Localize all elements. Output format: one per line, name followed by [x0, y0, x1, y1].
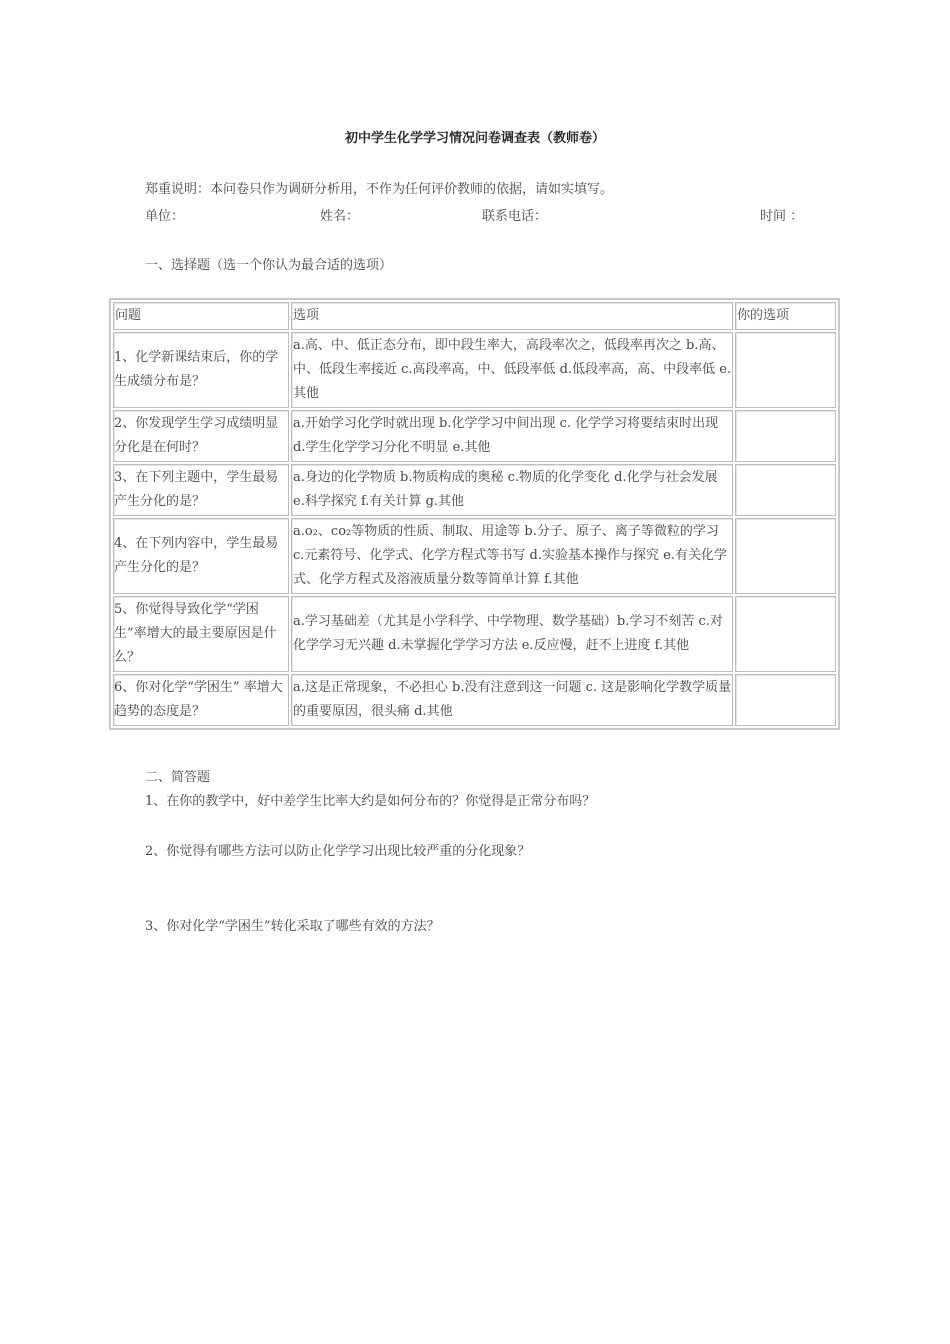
short-answer-3: 3、你对化学“学困生”转化采取了哪些有效的方法？: [145, 919, 440, 934]
disclaimer-note: 郑重说明：本问卷只作为调研分析用，不作为任何评价教师的依据，请如实填写。: [145, 182, 614, 197]
table-header-row: [113, 302, 836, 330]
answer-cell[interactable]: [735, 464, 836, 516]
answer-cell[interactable]: [735, 410, 836, 462]
options-cell: a.高、中、低正态分布，即中段生率大，高段率次之，低段率再次之 b.高、中、低段生率接近 c.高段率高，中、低段率低 d.低段率高，高、中段率低 e.其他: [291, 332, 733, 408]
short-answer-1: 1、在你的教学中，好中差学生比率大约是如何分布的？你觉得是正常分布吗？: [145, 794, 596, 809]
table-row: [113, 332, 836, 408]
options-cell: a.开始学习化学时就出现 b.化学学习中间出现 c. 化学学习将要结束时出现 d.学生化学学习分化不明显 e.其他: [291, 410, 733, 462]
header-options: 选项: [291, 302, 733, 330]
table-row: [113, 596, 836, 672]
table-row: [113, 518, 836, 594]
field-unit: 单位：: [145, 209, 185, 224]
question-cell: 4、在下列内容中，学生最易产生分化的是？: [113, 518, 289, 594]
field-time: 时间 ：: [760, 209, 804, 224]
table-row: [113, 674, 836, 726]
question-cell: 3、在下列主题中，学生最易产生分化的是？: [113, 464, 289, 516]
table-row: [113, 464, 836, 516]
question-cell: 6、你对化学“学困生” 率增大趋势的态度是？: [113, 674, 289, 726]
question-cell: 1、化学新课结束后，你的学生成绩分布是？: [113, 332, 289, 408]
answer-cell[interactable]: [735, 674, 836, 726]
options-cell: a.o₂、co₂等物质的性质、制取、用途等 b.分子、原子、离子等微粒的学习 c.元素符号、化学式、化学方程式等书写 d.实验基本操作与探究 e.有关化学式、化学方程式及溶液质量分数等简单计算 f.其他: [291, 518, 733, 594]
field-phone: 联系电话：: [482, 209, 548, 224]
header-your-choice: 你的选项: [735, 302, 836, 330]
field-name: 姓名：: [320, 209, 360, 224]
table-row: [113, 410, 836, 462]
section1-heading: 一、选择题（选一个你认为最合适的选项）: [145, 258, 393, 273]
document-title: 初中学生化学学习情况问卷调查表（教师卷）: [344, 131, 605, 146]
section2-heading: 二、简答题: [145, 770, 211, 785]
answer-cell[interactable]: [735, 332, 836, 408]
question-cell: 2、你发现学生学习成绩明显分化是在何时？: [113, 410, 289, 462]
answer-cell[interactable]: [735, 596, 836, 672]
options-cell: a.身边的化学物质 b.物质构成的奥秘 c.物质的化学变化 d.化学与社会发展 e.科学探究 f.有关计算 g.其他: [291, 464, 733, 516]
header-question: 问题: [113, 302, 289, 330]
survey-table: [109, 298, 840, 730]
options-cell: a.这是正常现象，不必担心 b.没有注意到这一问题 c. 这是影响化学教学质量的重要原因，很头痛 d.其他: [291, 674, 733, 726]
answer-cell[interactable]: [735, 518, 836, 594]
short-answer-2: 2、你觉得有哪些方法可以防止化学学习出现比较严重的分化现象？: [145, 844, 531, 859]
question-cell: 5、你觉得导致化学“学困生”率增大的最主要原因是什么？: [113, 596, 289, 672]
options-cell: a.学习基础差（尤其是小学科学、中学物理、数学基础）b.学习不刻苦 c.对化学学习无兴趣 d.未掌握化学学习方法 e.反应慢，赶不上进度 f.其他: [291, 596, 733, 672]
